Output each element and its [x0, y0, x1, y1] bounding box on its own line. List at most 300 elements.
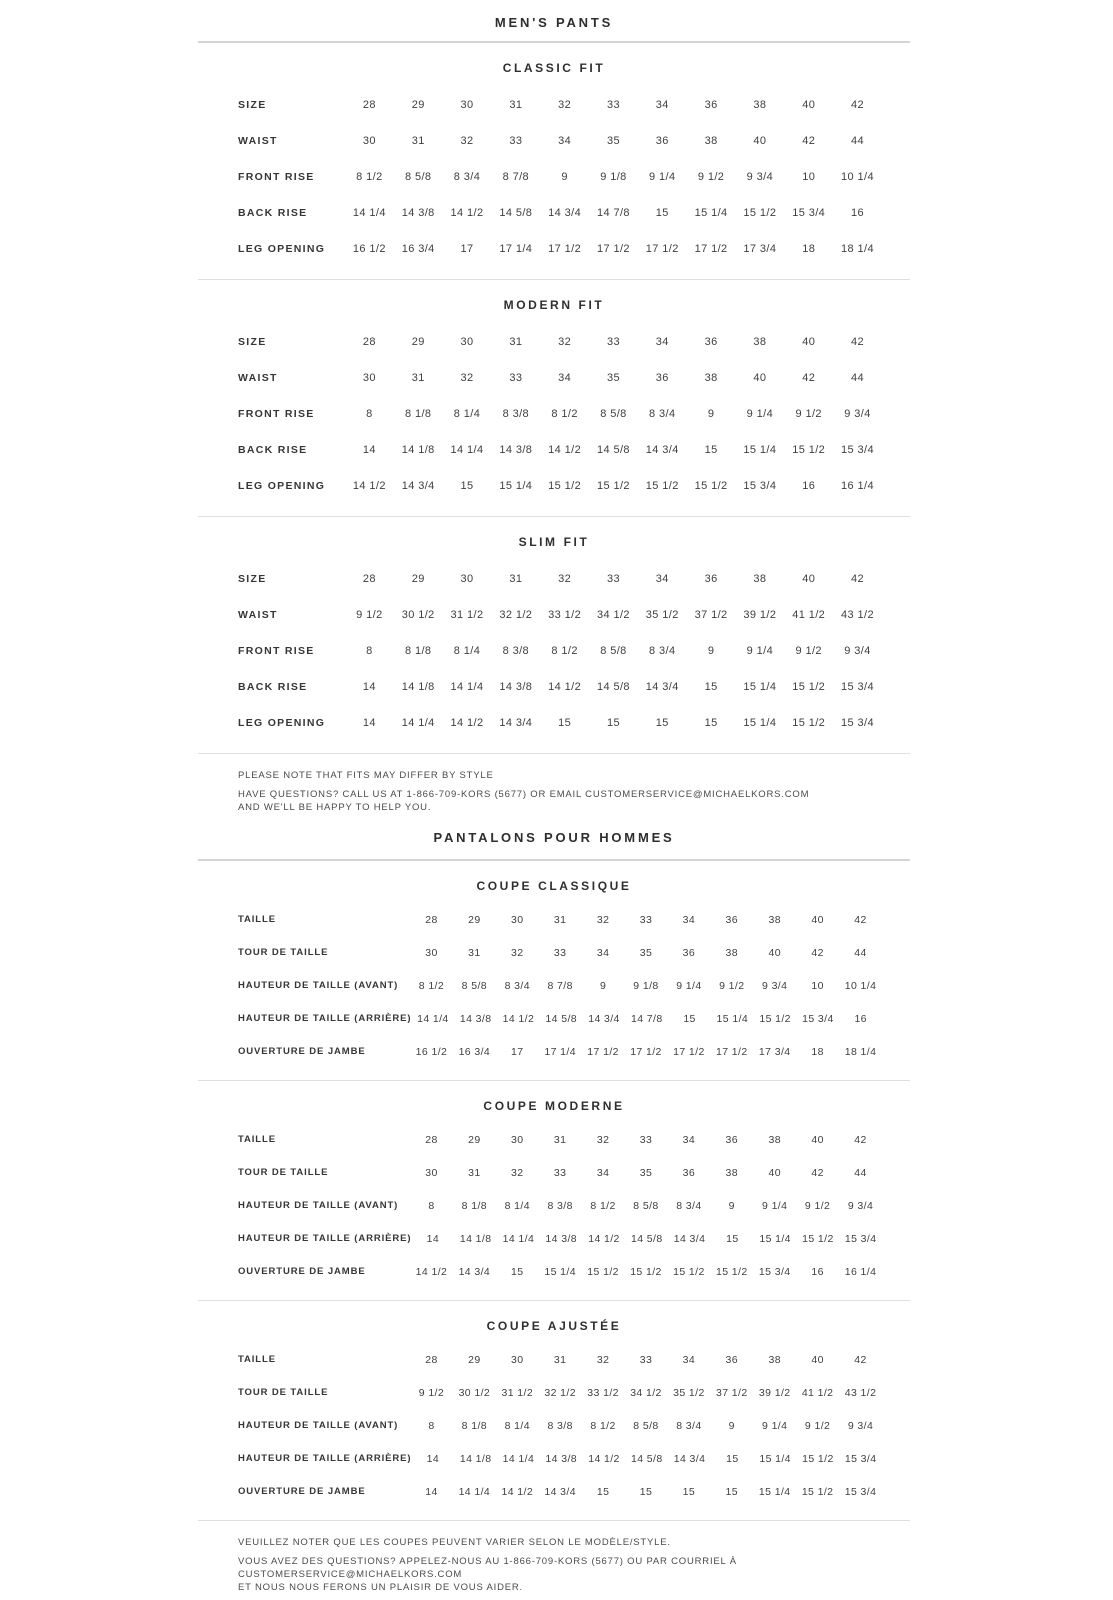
table-cell: 38 — [704, 135, 718, 147]
table-cell: 36 — [725, 1133, 739, 1146]
table-cell: 31 — [509, 573, 523, 585]
table-row — [198, 1376, 910, 1409]
table-cell: 8 3/8 — [547, 1419, 573, 1432]
table-cell: 17 1/2 — [548, 243, 582, 255]
table-cell: 15 1/2 — [792, 681, 826, 693]
table-cell: 40 — [802, 573, 816, 585]
table-cell: 42 — [854, 1133, 867, 1146]
table-cell: 15 1/2 — [548, 480, 582, 492]
table-cell: 9 1/4 — [746, 645, 774, 657]
table-cell: 14 5/8 — [630, 1452, 663, 1465]
table-row — [198, 87, 910, 123]
table-cell: 8 3/4 — [649, 645, 676, 657]
table-cell: 33 1/2 — [587, 1386, 619, 1399]
table-cell: 14 — [426, 1452, 440, 1465]
table-cell: 15 — [725, 1485, 739, 1498]
table-cell: 9 1/2 — [795, 645, 822, 657]
table-cell: 42 — [854, 1353, 867, 1366]
table-cell: 17 1/4 — [544, 1045, 576, 1058]
table-cell: 15 1/4 — [499, 480, 533, 492]
table-cell: 14 3/4 — [673, 1452, 706, 1465]
table-cell: 30 — [460, 336, 474, 348]
table-cell: 9 — [707, 408, 715, 420]
table-cell: 14 5/8 — [596, 681, 630, 693]
table-cell: 14 1/2 — [588, 1232, 620, 1245]
table-cell: 32 1/2 — [544, 1386, 576, 1399]
table-cell: 9 1/2 — [697, 171, 725, 183]
table-cell: 40 — [802, 99, 816, 111]
row-label: HAUTEUR DE TAILLE (ARRIÈRE) — [238, 1453, 412, 1464]
table-cell: 44 — [854, 1166, 867, 1179]
fit-heading: COUPE AJUSTÉE — [486, 1319, 622, 1333]
table-cell: 9 1/4 — [762, 1419, 788, 1432]
table-row — [198, 561, 910, 597]
table-cell: 15 — [460, 480, 474, 492]
table-cell: 33 — [639, 1353, 653, 1366]
contact-note — [238, 1555, 882, 1594]
table-cell: 40 — [811, 1353, 824, 1366]
table-cell: 14 1/2 — [415, 1265, 448, 1278]
table-cell: 33 — [509, 372, 523, 384]
table-cell: 15 1/2 — [792, 444, 826, 456]
table-cell: 8 1/2 — [418, 979, 445, 992]
table-cell: 34 — [558, 135, 572, 147]
table-cell: 8 5/8 — [461, 979, 488, 992]
table-cell: 15 3/4 — [743, 480, 777, 492]
contact-line-1: HAVE QUESTIONS? CALL US AT 1-866-709-KORS (5677) OR EMAIL CUSTOMERSERVICE@MICHAELKORS.COM — [238, 789, 810, 800]
table-cell: 14 — [362, 444, 376, 456]
table-cell: 18 — [802, 243, 816, 255]
table-cell: 8 1/2 — [551, 645, 578, 657]
row-label: TOUR DE TAILLE — [238, 1387, 329, 1398]
table-row — [198, 231, 910, 267]
table-cell: 36 — [704, 99, 718, 111]
table-cell: 17 1/2 — [645, 243, 679, 255]
table-cell: 15 1/2 — [694, 480, 728, 492]
row-label: BACK RISE — [238, 207, 308, 219]
table-cell: 14 1/2 — [588, 1452, 620, 1465]
table-cell: 32 — [596, 913, 610, 926]
table-row — [198, 903, 910, 936]
table-cell: 15 1/4 — [758, 1485, 791, 1498]
table-cell: 10 — [802, 171, 816, 183]
table-cell: 40 — [768, 1166, 781, 1179]
table-cell: 38 — [753, 573, 767, 585]
table-cell: 10 1/4 — [844, 979, 877, 992]
table-cell: 31 — [553, 1133, 567, 1146]
table-cell: 30 — [511, 1353, 524, 1366]
table-cell: 14 3/8 — [499, 444, 533, 456]
table-cell: 35 1/2 — [645, 609, 679, 621]
table-cell: 8 1/8 — [461, 1199, 488, 1212]
table-cell: 15 1/2 — [673, 1265, 705, 1278]
table-cell: 33 — [606, 99, 620, 111]
table-cell: 33 — [639, 913, 653, 926]
table-cell: 43 1/2 — [844, 1386, 877, 1399]
table-cell: 15 — [511, 1265, 524, 1278]
page-title: MEN'S PANTS — [494, 15, 614, 30]
table-cell: 15 3/4 — [841, 717, 875, 729]
table-cell: 8 1/4 — [453, 408, 481, 420]
table-cell: 16 — [854, 1012, 867, 1025]
table-row — [198, 396, 910, 432]
table-cell: 8 3/4 — [453, 171, 481, 183]
size-table — [198, 903, 910, 1068]
table-cell: 15 3/4 — [758, 1265, 791, 1278]
table-row — [198, 468, 910, 504]
table-cell: 8 5/8 — [633, 1419, 659, 1432]
table-cell: 40 — [753, 135, 767, 147]
section-divider — [198, 1080, 910, 1081]
table-cell: 14 3/4 — [499, 717, 533, 729]
fit-heading: COUPE MODERNE — [483, 1099, 625, 1113]
table-cell: 15 — [655, 717, 669, 729]
table-row — [198, 1002, 910, 1035]
table-cell: 15 1/2 — [596, 480, 630, 492]
section-divider — [198, 1300, 910, 1301]
table-cell: 29 — [468, 1353, 481, 1366]
table-cell: 9 1/2 — [719, 979, 745, 992]
table-cell: 15 1/4 — [759, 1452, 791, 1465]
table-cell: 17 1/2 — [673, 1045, 705, 1058]
table-cell: 31 1/2 — [501, 1386, 534, 1399]
table-cell: 14 1/8 — [401, 681, 435, 693]
table-cell: 34 — [682, 1353, 696, 1366]
table-cell: 17 1/4 — [499, 243, 533, 255]
table-cell: 15 — [682, 1485, 696, 1498]
table-cell: 29 — [411, 336, 425, 348]
table-cell: 9 3/4 — [847, 1199, 874, 1212]
table-cell: 8 1/8 — [404, 408, 432, 420]
table-cell: 14 5/8 — [545, 1012, 578, 1025]
table-cell: 34 — [596, 1166, 610, 1179]
contact-line-1: VOUS AVEZ DES QUESTIONS? APPELEZ-NOUS AU 1-866-709-KORS (5677) OU PAR COURRIEL À CUSTOMERSERVICE@MICHAELKORS.COM — [238, 1556, 737, 1580]
table-cell: 9 — [599, 979, 607, 992]
table-cell: 8 3/4 — [649, 408, 676, 420]
row-label: SIZE — [238, 573, 267, 585]
table-cell: 8 — [366, 645, 373, 657]
table-cell: 17 1/2 — [587, 1045, 619, 1058]
table-row — [198, 324, 910, 360]
french-size-charts — [198, 879, 910, 1521]
table-row — [198, 1123, 910, 1156]
row-label: HAUTEUR DE TAILLE (AVANT) — [238, 1420, 399, 1431]
table-cell: 42 — [811, 1166, 824, 1179]
table-cell: 30 — [425, 946, 438, 959]
table-cell: 36 — [725, 913, 739, 926]
size-table — [198, 561, 910, 741]
table-cell: 31 — [509, 336, 523, 348]
table-cell: 15 1/4 — [544, 1265, 576, 1278]
table-cell: 15 1/4 — [743, 681, 777, 693]
table-cell: 44 — [854, 946, 867, 959]
table-cell: 32 — [460, 372, 474, 384]
row-label: HAUTEUR DE TAILLE (AVANT) — [238, 1200, 399, 1211]
table-cell: 16 1/2 — [352, 243, 386, 255]
table-cell: 16 1/2 — [415, 1045, 448, 1058]
table-cell: 15 — [704, 717, 718, 729]
row-label: HAUTEUR DE TAILLE (AVANT) — [238, 980, 399, 991]
table-cell: 14 3/8 — [545, 1452, 578, 1465]
table-row — [198, 705, 910, 741]
table-cell: 9 — [728, 1199, 735, 1212]
table-cell: 40 — [768, 946, 781, 959]
table-row — [198, 195, 910, 231]
table-cell: 32 — [596, 1133, 610, 1146]
table-cell: 28 — [425, 1353, 438, 1366]
table-cell: 8 1/8 — [461, 1419, 488, 1432]
table-cell: 14 1/2 — [450, 717, 484, 729]
table-row — [198, 360, 910, 396]
english-size-charts — [198, 61, 910, 754]
size-guide-page — [198, 0, 910, 1594]
row-label: WAIST — [238, 372, 278, 384]
table-row — [198, 123, 910, 159]
table-cell: 14 3/4 — [645, 444, 679, 456]
table-cell: 14 1/2 — [450, 207, 484, 219]
table-cell: 9 1/4 — [746, 408, 774, 420]
table-cell: 32 — [511, 946, 524, 959]
table-cell: 9 1/8 — [633, 979, 659, 992]
table-cell: 15 — [683, 1012, 696, 1025]
fit-section — [198, 61, 910, 280]
table-cell: 38 — [768, 1353, 781, 1366]
table-cell: 14 1/2 — [548, 681, 582, 693]
table-cell: 32 — [460, 135, 474, 147]
table-cell: 33 — [553, 946, 567, 959]
table-cell: 16 3/4 — [458, 1045, 491, 1058]
table-cell: 10 1/4 — [841, 171, 875, 183]
table-cell: 15 1/2 — [716, 1265, 748, 1278]
table-cell: 14 1/4 — [450, 681, 484, 693]
table-cell: 15 1/2 — [630, 1265, 662, 1278]
table-cell: 31 — [411, 372, 425, 384]
table-cell: 8 1/4 — [504, 1419, 530, 1432]
table-cell: 15 1/2 — [801, 1485, 834, 1498]
table-cell: 14 3/4 — [673, 1232, 706, 1245]
table-cell: 8 1/8 — [404, 645, 432, 657]
table-cell: 14 1/8 — [459, 1232, 492, 1245]
table-cell: 28 — [425, 913, 438, 926]
table-cell: 31 — [468, 1166, 481, 1179]
table-cell: 14 — [426, 1232, 440, 1245]
table-row — [198, 1255, 910, 1288]
table-cell: 14 5/8 — [596, 444, 630, 456]
fit-section — [198, 535, 910, 754]
row-label: TAILLE — [238, 1354, 276, 1365]
table-cell: 36 — [725, 1353, 739, 1366]
table-cell: 36 — [704, 336, 718, 348]
table-cell: 17 1/2 — [630, 1045, 662, 1058]
section-divider — [198, 753, 910, 754]
table-cell: 15 1/2 — [587, 1265, 619, 1278]
table-cell: 15 — [606, 717, 620, 729]
table-cell: 40 — [753, 372, 767, 384]
table-cell: 10 — [811, 979, 824, 992]
table-cell: 8 3/8 — [502, 408, 530, 420]
contact-line-2: ET NOUS NOUS FERONS UN PLAISIR DE VOUS AIDER. — [238, 1582, 523, 1593]
table-cell: 29 — [468, 1133, 481, 1146]
table-cell: 30 — [460, 573, 474, 585]
table-cell: 15 3/4 — [841, 681, 875, 693]
size-table — [198, 1123, 910, 1288]
table-cell: 9 1/4 — [649, 171, 676, 183]
table-cell: 39 1/2 — [758, 1386, 791, 1399]
table-cell: 15 3/4 — [844, 1485, 877, 1498]
table-cell: 8 5/8 — [600, 645, 627, 657]
table-cell: 9 — [707, 645, 715, 657]
table-cell: 9 1/2 — [804, 1199, 831, 1212]
table-cell: 14 1/2 — [501, 1485, 534, 1498]
table-row — [198, 597, 910, 633]
table-row — [198, 1442, 910, 1475]
table-cell: 30 — [511, 913, 524, 926]
row-label: SIZE — [238, 99, 267, 111]
table-cell: 15 1/4 — [743, 717, 777, 729]
table-cell: 8 5/8 — [404, 171, 432, 183]
table-cell: 14 1/2 — [548, 444, 582, 456]
size-table — [198, 87, 910, 267]
table-row — [198, 633, 910, 669]
table-cell: 8 1/4 — [453, 645, 481, 657]
table-cell: 31 — [468, 946, 481, 959]
table-cell: 14 1/2 — [502, 1012, 535, 1025]
table-cell: 31 1/2 — [450, 609, 484, 621]
table-cell: 14 1/4 — [450, 444, 484, 456]
row-label: TAILLE — [238, 1134, 276, 1145]
table-cell: 9 1/2 — [795, 408, 822, 420]
table-cell: 33 — [639, 1133, 653, 1146]
table-cell: 38 — [753, 336, 767, 348]
table-cell: 29 — [468, 913, 481, 926]
table-cell: 28 — [362, 336, 376, 348]
table-cell: 32 — [558, 573, 572, 585]
table-cell: 28 — [362, 99, 376, 111]
table-row — [198, 1222, 910, 1255]
table-cell: 9 — [561, 171, 568, 183]
notes-english — [198, 769, 910, 814]
table-cell: 33 — [553, 1166, 567, 1179]
table-cell: 32 1/2 — [499, 609, 533, 621]
table-cell: 8 1/2 — [551, 408, 578, 420]
fit-heading: SLIM FIT — [518, 535, 590, 549]
table-cell: 36 — [682, 946, 696, 959]
table-cell: 8 1/2 — [590, 1199, 616, 1212]
table-cell: 35 — [639, 946, 653, 959]
french-header-divider — [198, 859, 910, 861]
table-cell: 8 7/8 — [502, 171, 530, 183]
table-cell: 36 — [704, 573, 718, 585]
table-cell: 17 1/2 — [716, 1045, 748, 1058]
table-cell: 8 — [428, 1419, 435, 1432]
table-cell: 9 1/4 — [762, 1199, 788, 1212]
table-cell: 15 1/2 — [802, 1452, 834, 1465]
size-table — [198, 1343, 910, 1508]
table-cell: 44 — [851, 372, 865, 384]
table-cell: 17 3/4 — [743, 243, 777, 255]
row-label: WAIST — [238, 609, 278, 621]
table-cell: 42 — [851, 573, 865, 585]
table-cell: 8 1/2 — [590, 1419, 616, 1432]
section-divider — [198, 516, 910, 517]
row-label: TOUR DE TAILLE — [238, 947, 329, 958]
table-cell: 14 1/4 — [502, 1232, 535, 1245]
table-cell: 8 3/4 — [504, 979, 530, 992]
table-cell: 34 — [682, 913, 696, 926]
table-cell: 14 3/4 — [544, 1485, 576, 1498]
table-cell: 35 1/2 — [673, 1386, 705, 1399]
table-cell: 32 — [558, 99, 572, 111]
table-cell: 40 — [802, 336, 816, 348]
table-cell: 33 1/2 — [548, 609, 582, 621]
french-page-title: PANTALONS POUR HOMMES — [433, 830, 675, 845]
table-cell: 9 3/4 — [844, 645, 871, 657]
table-cell: 15 3/4 — [844, 1452, 877, 1465]
table-cell: 30 — [511, 1133, 524, 1146]
table-cell: 14 3/4 — [458, 1265, 491, 1278]
table-cell: 9 1/8 — [600, 171, 627, 183]
table-cell: 8 3/8 — [502, 645, 530, 657]
table-cell: 14 3/8 — [545, 1232, 578, 1245]
table-row — [198, 159, 910, 195]
table-cell: 39 1/2 — [743, 609, 777, 621]
table-cell: 15 1/2 — [743, 207, 777, 219]
fit-section — [198, 879, 910, 1081]
table-row — [198, 1475, 910, 1508]
table-cell: 36 — [682, 1166, 696, 1179]
table-cell: 9 3/4 — [746, 171, 774, 183]
table-cell: 8 5/8 — [600, 408, 627, 420]
table-cell: 14 5/8 — [499, 207, 533, 219]
table-cell: 14 3/8 — [499, 681, 533, 693]
row-label: SIZE — [238, 336, 267, 348]
table-cell: 15 1/4 — [759, 1232, 791, 1245]
table-cell: 15 3/4 — [841, 444, 875, 456]
table-cell: 33 — [509, 135, 523, 147]
table-cell: 15 3/4 — [802, 1012, 834, 1025]
table-row — [198, 969, 910, 1002]
table-cell: 9 3/4 — [844, 408, 871, 420]
fit-heading: MODERN FIT — [503, 298, 605, 312]
table-cell: 16 1/4 — [841, 480, 875, 492]
table-cell: 15 — [596, 1485, 610, 1498]
table-cell: 14 1/8 — [401, 444, 435, 456]
table-cell: 9 — [728, 1419, 735, 1432]
table-cell: 34 1/2 — [630, 1386, 662, 1399]
table-cell: 31 — [509, 99, 523, 111]
table-cell: 14 1/8 — [459, 1452, 492, 1465]
table-row — [198, 432, 910, 468]
size-table — [198, 324, 910, 504]
table-cell: 16 — [811, 1265, 824, 1278]
table-cell: 41 1/2 — [792, 609, 826, 621]
table-cell: 14 1/4 — [352, 207, 386, 219]
table-cell: 15 1/2 — [645, 480, 679, 492]
table-cell: 36 — [655, 135, 669, 147]
table-cell: 15 1/2 — [792, 717, 826, 729]
table-cell: 8 3/4 — [676, 1199, 702, 1212]
table-cell: 30 — [425, 1166, 438, 1179]
row-label: FRONT RISE — [238, 645, 315, 657]
section-divider — [198, 1520, 910, 1521]
table-cell: 29 — [411, 99, 425, 111]
table-cell: 35 — [606, 372, 620, 384]
table-cell: 44 — [851, 135, 865, 147]
table-cell: 35 — [639, 1166, 653, 1179]
row-label: OUVERTURE DE JAMBE — [238, 1266, 366, 1277]
table-cell: 34 1/2 — [596, 609, 630, 621]
table-cell: 33 — [606, 336, 620, 348]
